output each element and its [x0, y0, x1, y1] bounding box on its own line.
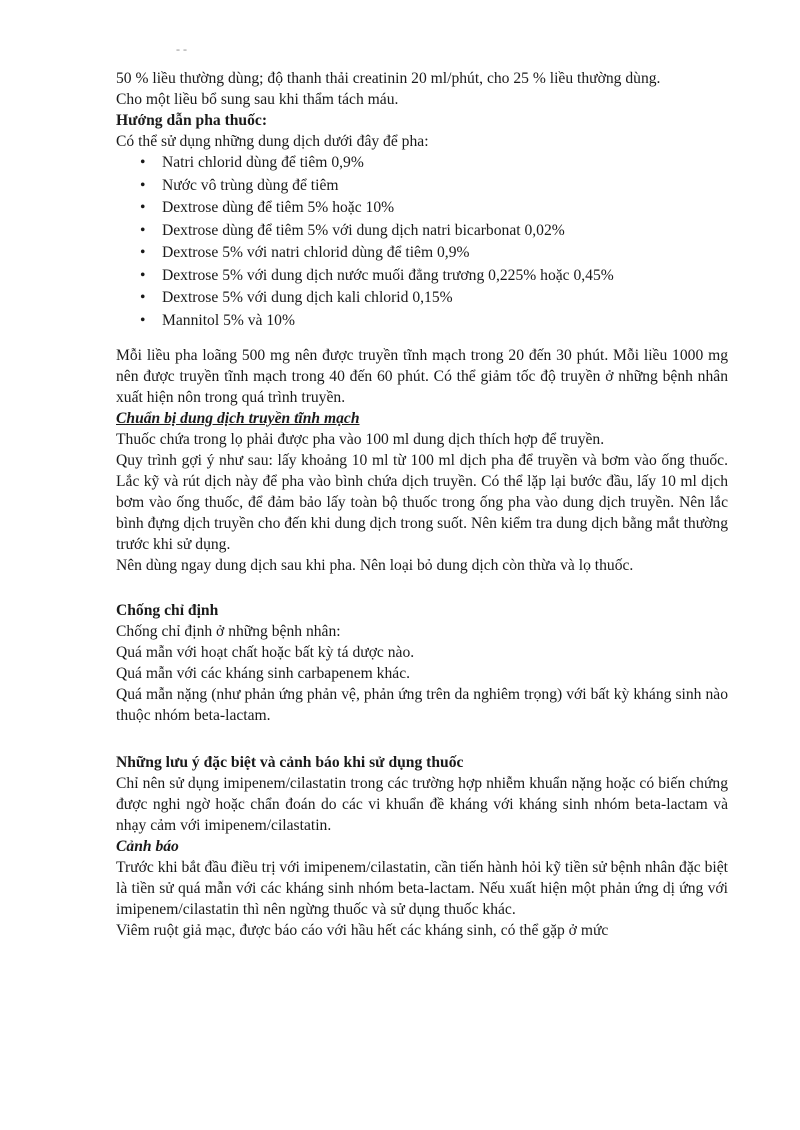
- list-item: • Dextrose 5% với dung dịch kali chlorid 0,15%: [140, 287, 728, 310]
- paragraph-solutions-intro: Có thể sử dụng những dung dịch dưới đây để pha:: [116, 133, 429, 150]
- list-item: • Dextrose dùng để tiêm 5% hoặc 10%: [140, 197, 728, 220]
- paragraph-dosage: 50 % liều thường dùng; độ thanh thải creatinin 20 ml/phút, cho 25 % liều thường dùng.: [116, 70, 661, 87]
- heading-iv-preparation: Chuẩn bị dung dịch truyền tĩnh mạch: [116, 410, 360, 427]
- list-item: • Nước vô trùng dùng để tiêm: [140, 175, 728, 198]
- paragraph-history: Trước khi bắt đầu điều trị với imipenem/cilastatin, cần tiến hành hỏi kỹ tiền sử bệnh nhân đặc biệt là tiền sử quá mẫn với các kháng sinh nhóm beta-lactam. Nếu xuất hiện một phản ứng dị ứng với imipenem/cilastatin thì nên ngừng thuốc và sử dụng thuốc khác.: [116, 859, 728, 918]
- heading-contraindications: Chống chỉ định: [116, 602, 219, 619]
- heading-warnings-precautions: Những lưu ý đặc biệt và cảnh báo khi sử dụng thuốc: [116, 754, 464, 771]
- paragraph-contra-2: Quá mẫn với các kháng sinh carbapenem khác.: [116, 665, 411, 682]
- heading-preparation: Hướng dẫn pha thuốc:: [116, 112, 268, 129]
- paragraph-contra-3: Quá mẫn nặng (như phản ứng phản vệ, phản ứng trên da nghiêm trọng) với bất kỳ kháng sinh nào thuộc nhóm beta-lactam.: [116, 686, 728, 724]
- paragraph-use-immediately: Nên dùng ngay dung dịch sau khi pha. Nên loại bỏ dung dịch còn thừa và lọ thuốc.: [116, 557, 634, 574]
- paragraph-indication: Chỉ nên sử dụng imipenem/cilastatin trong các trường hợp nhiễm khuẩn nặng hoặc có biến chứng được nghi ngờ hoặc chẩn đoán do các vi khuẩn đề kháng với kháng sinh nhóm beta-lactam và nhạy cảm với imipenem/cilastatin.: [116, 775, 728, 834]
- scan-mark: - -: [176, 42, 187, 56]
- paragraph-contra-intro: Chống chỉ định ở những bệnh nhân:: [116, 623, 341, 640]
- list-item: • Natri chlorid dùng để tiêm 0,9%: [140, 152, 728, 175]
- list-item: • Dextrose 5% với dung dịch nước muối đẳng trương 0,225% hoặc 0,45%: [140, 265, 728, 288]
- paragraph-procedure: Quy trình gợi ý như sau: lấy khoảng 10 ml từ 100 ml dịch pha để truyền và bơm vào ống thuốc. Lắc kỹ và rút dịch này để pha vào bình chứa dịch truyền. Có thể lặp lại bước đầu, lấy 10 ml dịch bơm vào ống thuốc, để đảm bảo lấy toàn bộ thuốc trong ống pha vào dung dịch truyền. Nên lắc bình đựng dịch truyền cho đến khi dung dịch trong suốt. Nên kiểm tra dung dịch bằng mắt thường trước khi sử dụng.: [116, 452, 728, 553]
- paragraph-contra-1: Quá mẫn với hoạt chất hoặc bất kỳ tá dược nào.: [116, 644, 415, 661]
- list-item: • Mannitol 5% và 10%: [140, 310, 728, 333]
- paragraph-vial: Thuốc chứa trong lọ phải được pha vào 100 ml dung dịch thích hợp để truyền.: [116, 431, 605, 448]
- paragraph-infusion-rate: Mỗi liều pha loãng 500 mg nên được truyền tĩnh mạch trong 20 đến 30 phút. Mỗi liều 1000 mg nên được truyền tĩnh mạch trong 40 đến 60 phút. Có thể giảm tốc độ truyền ở những bệnh nhân xuất hiện nôn trong quá trình truyền.: [116, 347, 728, 406]
- list-item: • Dextrose dùng để tiêm 5% với dung dịch natri bicarbonat 0,02%: [140, 220, 728, 243]
- list-item: • Dextrose 5% với natri chlorid dùng để tiêm 0,9%: [140, 242, 728, 265]
- document-page: [116, 68, 728, 941]
- heading-warning: Cảnh báo: [116, 838, 179, 855]
- solutions-list: [116, 152, 728, 332]
- paragraph-dialysis: Cho một liều bổ sung sau khi thẩm tách máu.: [116, 91, 399, 108]
- paragraph-colitis: Viêm ruột giả mạc, được báo cáo với hầu hết các kháng sinh, có thể gặp ở mức: [116, 922, 609, 939]
